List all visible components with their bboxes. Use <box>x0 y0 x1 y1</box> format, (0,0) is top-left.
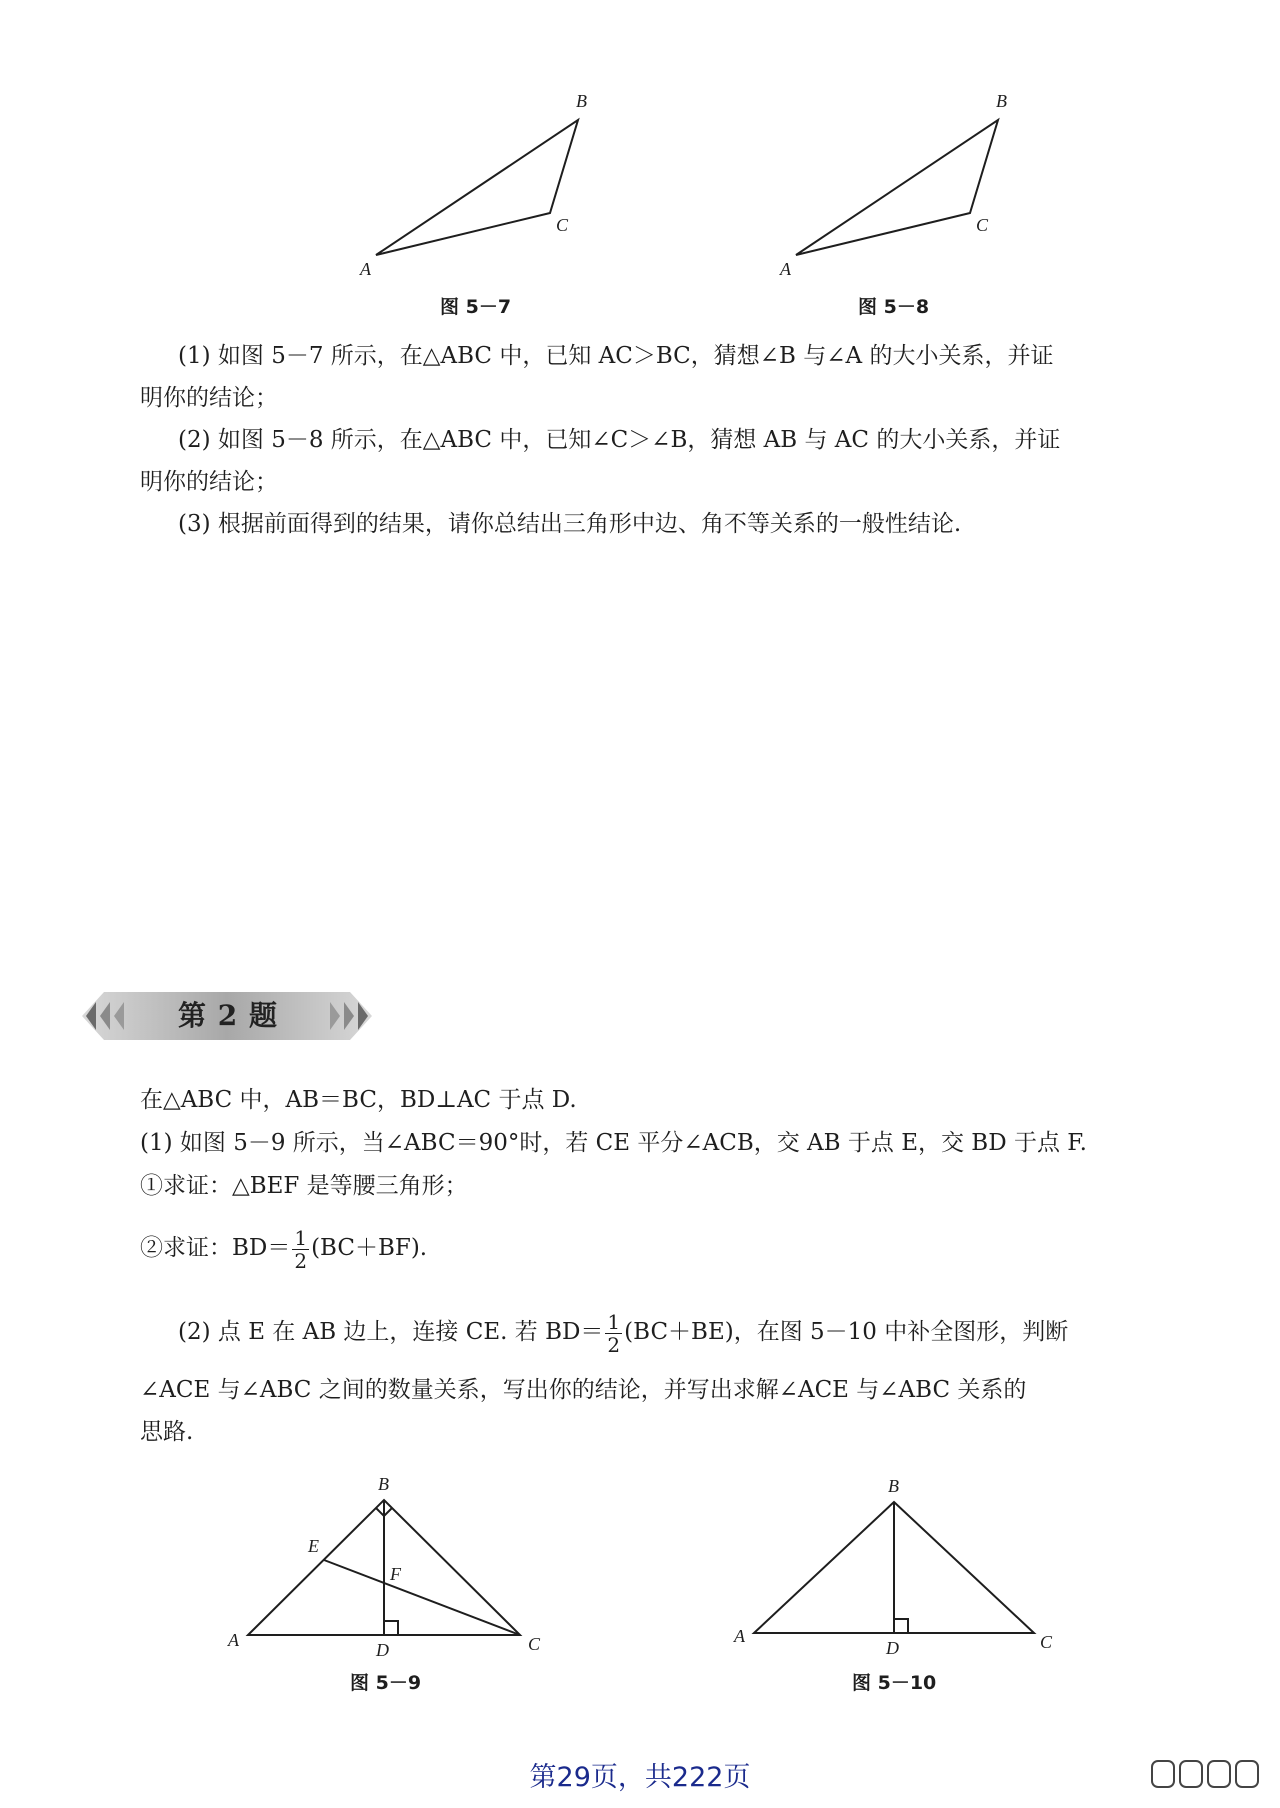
fraction-numerator: 1 <box>607 1309 621 1334</box>
vertex-label-f: F <box>390 1564 401 1584</box>
triangle-abc <box>796 120 998 255</box>
bisector-ce <box>324 1560 520 1635</box>
problem1-part1-line2: 明你的结论； <box>140 385 278 411</box>
problem2-part2-line3: 思路. <box>140 1419 194 1445</box>
vertex-label-d: D <box>376 1640 389 1660</box>
vertex-label-a: A <box>780 259 791 279</box>
figure-5-10 <box>720 1470 1060 1670</box>
vertex-label-e: E <box>308 1536 319 1556</box>
sub2-suffix: (BC＋BF). <box>311 1235 428 1261</box>
problem2-intro: 在△ABC 中，AB＝BC，BD⊥AC 于点 D. <box>140 1087 577 1113</box>
vertex-label-a: A <box>734 1626 745 1646</box>
figure-5-8-caption: 图 5－8 <box>858 296 930 318</box>
vertex-label-c: C <box>976 215 989 235</box>
vertex-label-c: C <box>1040 1632 1053 1652</box>
fraction-one-half <box>292 1227 309 1272</box>
page-scrollbar-icon[interactable] <box>1150 1755 1270 1791</box>
vertex-label-c: C <box>556 215 569 235</box>
vertex-label-a: A <box>228 1630 239 1650</box>
vertex-label-b: B <box>378 1474 389 1494</box>
problem2-part1: (1) 如图 5－9 所示，当∠ABC＝90°时，若 CE 平分∠ACB，交 AB 于点 E，交 BD 于点 F. <box>140 1130 1087 1156</box>
vertex-label-b: B <box>996 91 1007 111</box>
right-angle-mark-d <box>894 1619 908 1633</box>
figure-5-9-caption: 图 5－9 <box>350 1672 422 1694</box>
problem2-sub1: ①求证：△BEF 是等腰三角形； <box>140 1173 468 1199</box>
problem1-part2-line1: (2) 如图 5－8 所示，在△ABC 中，已知∠C＞∠B，猜想 AB 与 AC 的大小关系，并证 <box>178 427 1061 453</box>
sub2-prefix: ②求证：BD＝ <box>140 1235 291 1261</box>
figure-5-7-caption: 图 5－7 <box>440 296 512 318</box>
fraction-numerator: 1 <box>294 1225 308 1250</box>
fraction-one-half <box>605 1311 622 1356</box>
fraction-denominator: 2 <box>294 1248 308 1273</box>
figure-5-8 <box>770 80 1030 280</box>
figure-5-10-caption: 图 5－10 <box>852 1672 937 1694</box>
problem2-heading-banner <box>82 990 372 1042</box>
fraction-denominator: 2 <box>607 1332 621 1357</box>
vertex-label-b: B <box>888 1476 899 1496</box>
vertex-label-b: B <box>576 91 587 111</box>
part2-suffix: (BC＋BE)，在图 5－10 中补全图形，判断 <box>624 1319 1069 1345</box>
vertex-label-c: C <box>528 1634 541 1654</box>
triangle-abc <box>376 120 578 255</box>
problem2-part2-line1 <box>178 1304 1068 1360</box>
page-indicator: 第29页，共222页 <box>529 1762 751 1793</box>
problem2-sub2 <box>140 1220 427 1276</box>
problem1-part1-line1: (1) 如图 5－7 所示，在△ABC 中，已知 AC＞BC，猜想∠B 与∠A 的大小关系，并证 <box>178 343 1054 369</box>
right-angle-mark-d <box>384 1621 398 1635</box>
problem1-part2-line2: 明你的结论； <box>140 469 278 495</box>
problem2-heading: 第 2 题 <box>178 999 278 1032</box>
figure-5-7 <box>340 80 600 280</box>
vertex-label-d: D <box>886 1638 899 1658</box>
vertex-label-a: A <box>360 259 371 279</box>
figure-5-9 <box>220 1470 560 1670</box>
part2-prefix: (2) 点 E 在 AB 边上，连接 CE. 若 BD＝ <box>178 1319 604 1345</box>
problem2-part2-line2: ∠ACE 与∠ABC 之间的数量关系，写出你的结论，并写出求解∠ACE 与∠ABC 关系的 <box>140 1377 1027 1403</box>
problem1-part3: (3) 根据前面得到的结果，请你总结出三角形中边、角不等关系的一般性结论. <box>178 511 962 537</box>
